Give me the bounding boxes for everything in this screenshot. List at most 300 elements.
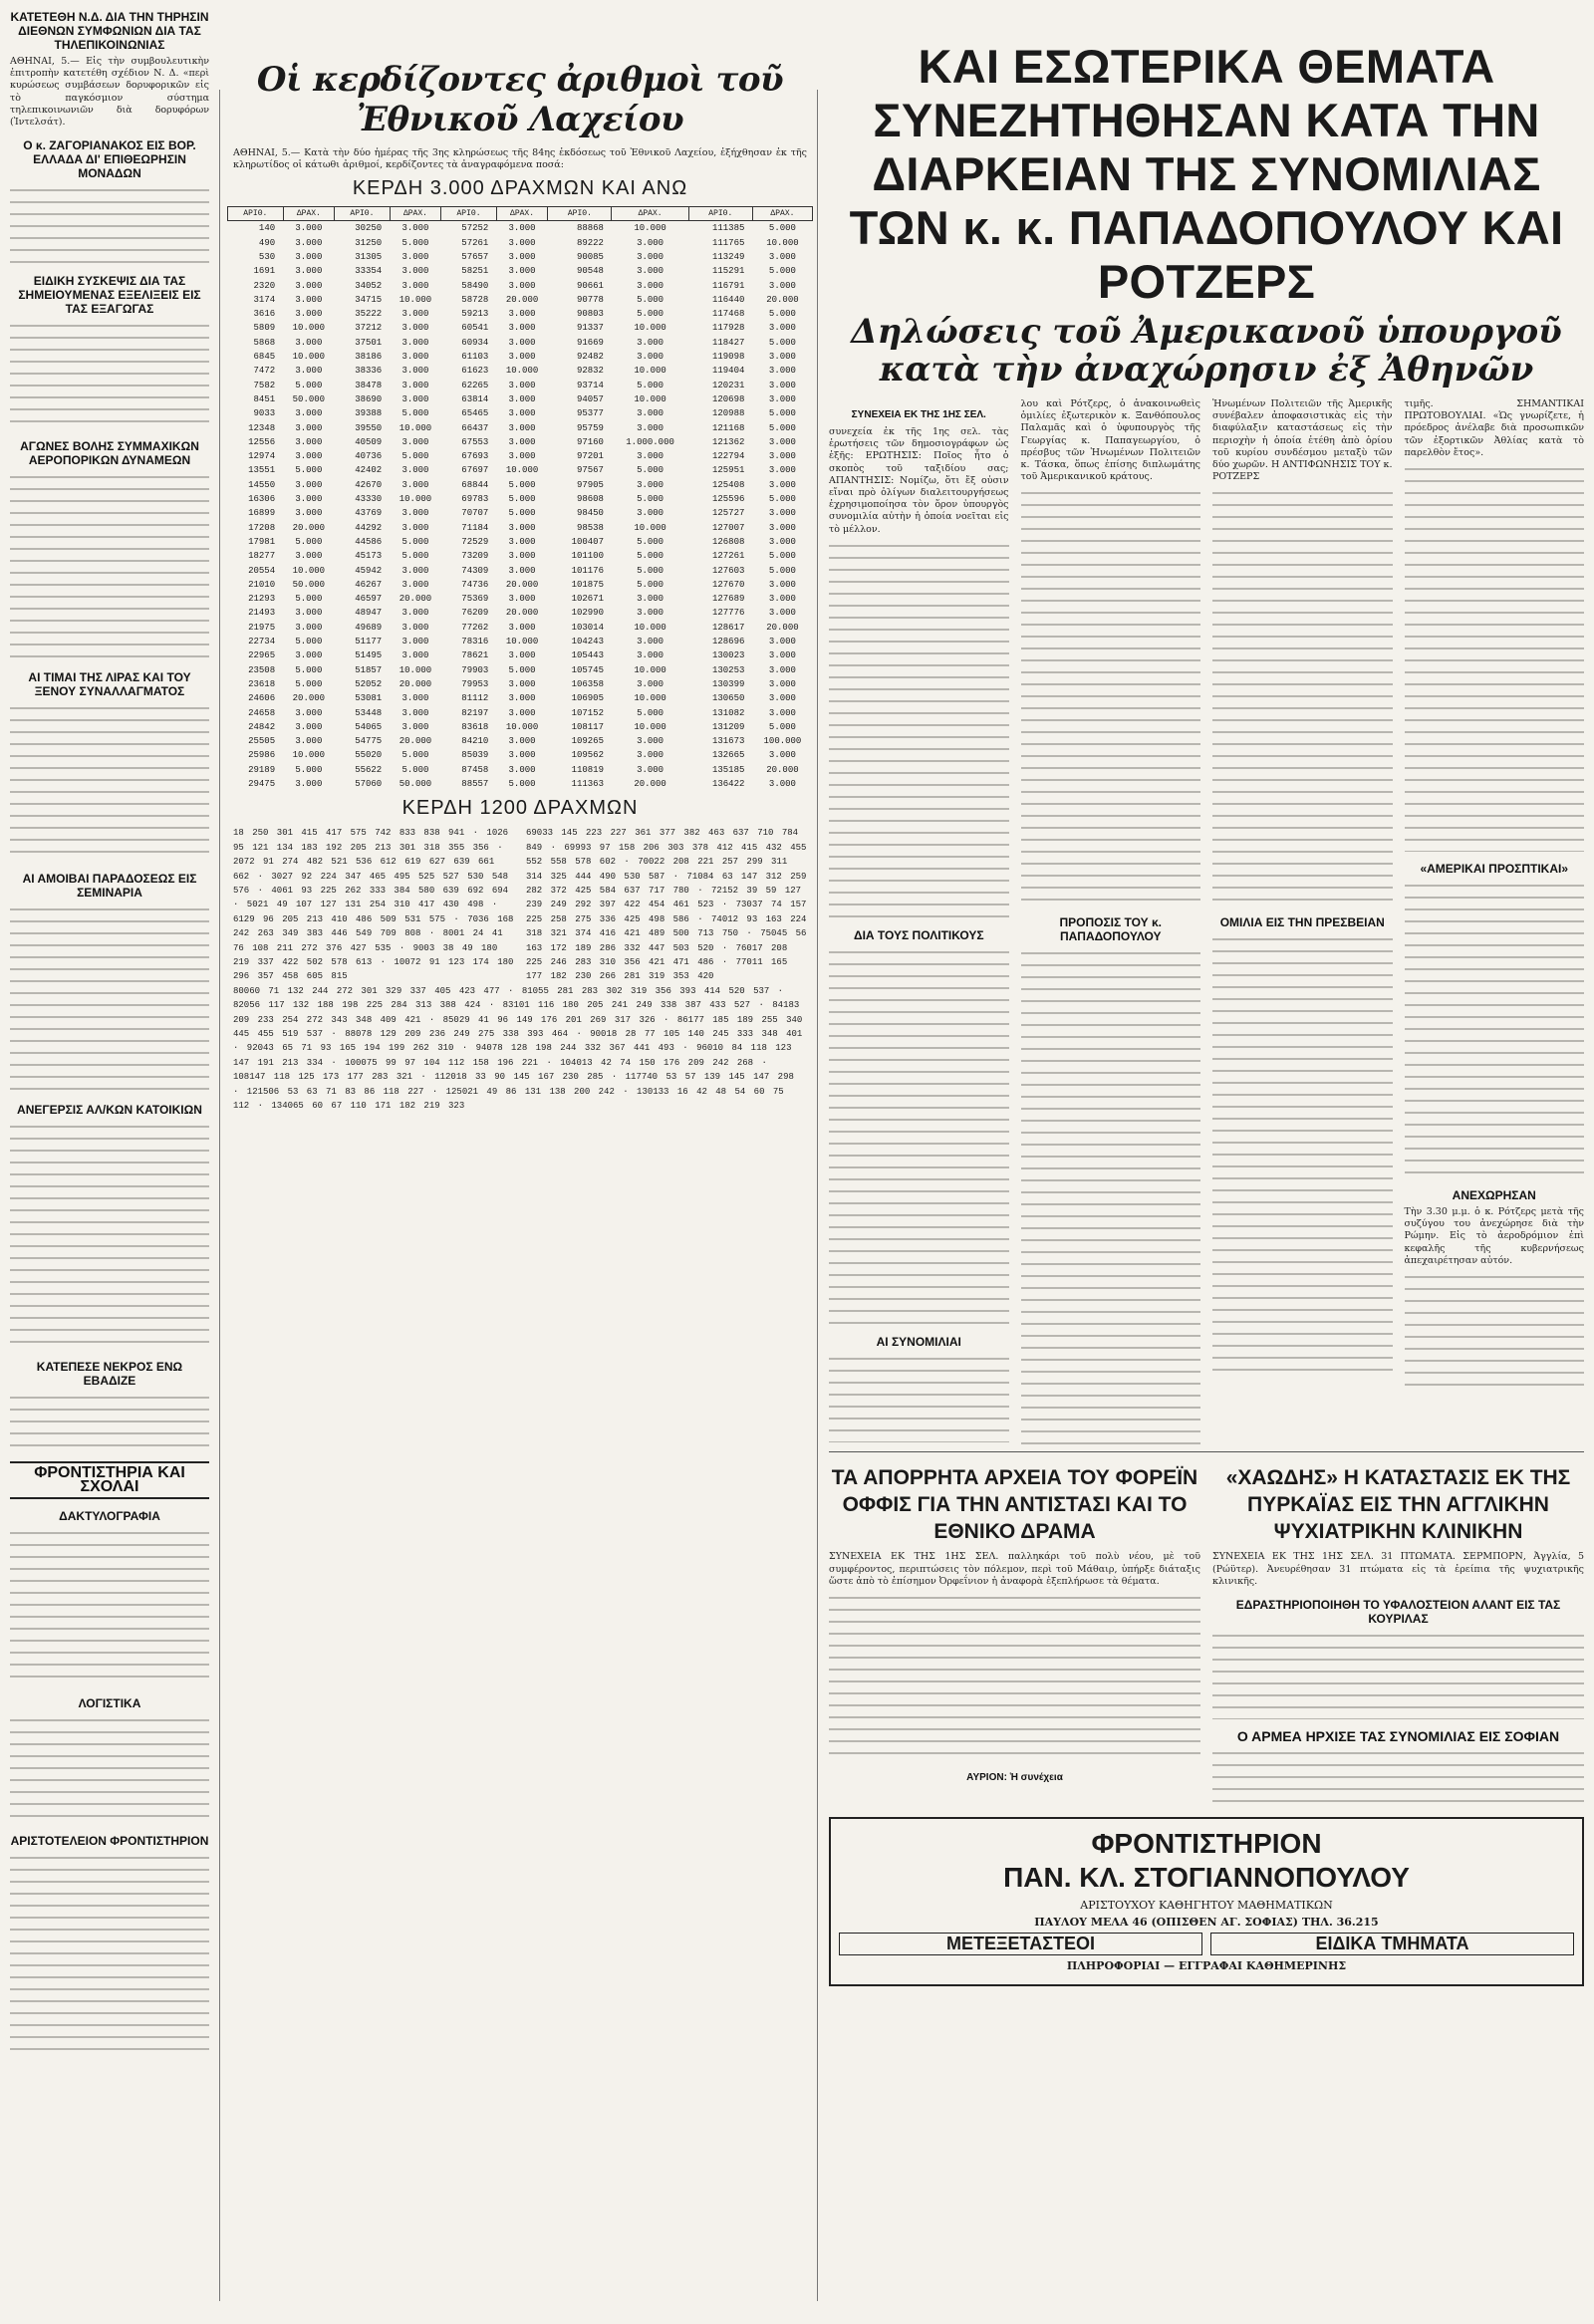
left-column bbox=[4, 0, 215, 2324]
ticket-number: 67693 bbox=[461, 451, 489, 462]
ticket-number: 20554 bbox=[248, 565, 276, 576]
prize-amount: 10.000 bbox=[634, 522, 666, 533]
prize-amount: 5.000 bbox=[295, 380, 323, 390]
ticket-number: 109562 bbox=[571, 750, 604, 761]
ticket-number: 65465 bbox=[461, 408, 489, 419]
ticket-number: 111385 bbox=[711, 223, 745, 234]
ticket-number: 95759 bbox=[576, 422, 604, 433]
text-block bbox=[10, 184, 209, 264]
ticket-number: 68844 bbox=[461, 479, 489, 490]
ticket-number: 17981 bbox=[248, 536, 276, 547]
ticket-number: 51177 bbox=[355, 637, 383, 647]
ticket-number: 58728 bbox=[461, 294, 489, 305]
ticket-number: 75369 bbox=[461, 594, 489, 605]
prize-amount: 3.000 bbox=[295, 622, 323, 633]
story-headline: ΑΙ ΑΜΟΙΒΑΙ ΠΑΡΑΔΟΣΕΩΣ ΕΙΣ ΣΕΜΙΝΑΡΙΑ bbox=[22, 872, 197, 901]
story-headline: Ο κ. ΖΑΓΟΡΙΑΝΑΚΟΣ ΕΙΣ ΒΟΡ. ΕΛΛΑΔΑ ΔΙ' ΕΠΙΘΕΩΡΗΣΙΝ ΜΟΝΑΔΩΝ bbox=[23, 138, 196, 181]
prize-amount: 5.000 bbox=[768, 309, 796, 320]
prize-amount: 3.000 bbox=[508, 266, 536, 277]
prize-amount: 3.000 bbox=[768, 608, 796, 619]
prize-amount: 3.000 bbox=[768, 465, 796, 476]
story-headline: ΑΙ ΤΙΜΑΙ ΤΗΣ ΛΙΡΑΣ ΚΑΙ ΤΟΥ ΞΕΝΟΥ ΣΥΝΑΛΛΑΓΜΑΤΟΣ bbox=[28, 670, 191, 699]
lottery-row bbox=[228, 592, 813, 606]
lottery-row bbox=[228, 293, 813, 307]
numbers-list-right: 69033 145 223 227 361 377 382 463 637 710 784 849 · 69993 97 158 206 303 378 412 415 432 455 552 558 578 602 · 70022 208 221 257 299 311 314 325 444 490 530 587 · 71084 63 147 312 259 282 372 425 584 637 717 780 · 72152 39 59 127 239 249 292 397 422 454 461 523 · 73037 74 157 225 258 275 336 425 498 586 · 74012 93 163 224 318 321 374 416 421 489 500 713 750 · 75045 56 163 172 189 286 332 447 503 520 · 76017 208 225 246 283 310 356 421 471 486 · 77011 165 177 182 230 266 281 319 353 420 bbox=[526, 828, 807, 982]
prize-amount: 3.000 bbox=[295, 707, 323, 718]
ticket-number: 60541 bbox=[461, 323, 489, 334]
prize-amount: 3.000 bbox=[401, 366, 429, 377]
ticket-number: 45942 bbox=[355, 565, 383, 576]
ticket-number: 34715 bbox=[355, 294, 383, 305]
lottery-row bbox=[228, 379, 813, 392]
ticket-number: 24842 bbox=[248, 721, 276, 732]
lottery-intro: ΑΘΗΝΑΙ, 5.— Κατὰ τὴν δύο ἡμέρας τῆς 3ης κληρώσεως τῆς 84ης ἐκδόσεως τοῦ Ἐθνικοῦ Λαχείου, ἐξήχθησαν ἐκ τῆς κληρωτίδος οἱ κάτωθι ἀριθμοί, κερδίζοντες τὰ ἀναγραφόμενα ποσά: bbox=[233, 147, 807, 171]
prize-amount: 3.000 bbox=[508, 693, 536, 704]
prize-amount: 10.000 bbox=[292, 565, 326, 576]
ticket-number: 127603 bbox=[711, 565, 745, 576]
ticket-number: 117468 bbox=[711, 309, 745, 320]
prize-amount: 5.000 bbox=[401, 237, 429, 248]
prize-amount: 5.000 bbox=[768, 494, 796, 505]
prize-amount: 20.000 bbox=[505, 579, 539, 590]
prize-amount: 3.000 bbox=[637, 508, 664, 519]
column-header: ΑΡΙΘ. bbox=[228, 207, 284, 221]
prize-amount: 3.000 bbox=[508, 622, 536, 633]
prize-amount: 5.000 bbox=[508, 664, 536, 675]
ticket-number: 82197 bbox=[461, 707, 489, 718]
story-headline: ΚΑΤΕΠΕΣΕ ΝΕΚΡΟΣ ΕΝΩ ΕΒΑΔΙΖΕ bbox=[36, 1360, 183, 1389]
prize-amount: 5.000 bbox=[295, 637, 323, 647]
ticket-number: 34052 bbox=[355, 280, 383, 291]
lottery-table-body bbox=[228, 221, 813, 791]
ticket-number: 120231 bbox=[711, 380, 745, 390]
section-headline: ΦΡΟΝΤΙΣΤΗΡΙΑ ΚΑΙ ΣΧΟΛΑΙ bbox=[10, 1461, 209, 1499]
text-block bbox=[10, 904, 209, 1093]
prize-amount: 3.000 bbox=[508, 451, 536, 462]
ticket-number: 126808 bbox=[711, 536, 745, 547]
ticket-number: 90085 bbox=[576, 252, 604, 262]
ticket-number: 106358 bbox=[571, 678, 604, 689]
ticket-number: 5809 bbox=[253, 323, 276, 334]
main-col-3 bbox=[1206, 398, 1399, 1445]
main-subheadline: Δηλώσεις τοῦ Ἀμερικανοῦ ὑπουργοῦ κατὰ τὴν ἀναχώρησιν ἐξ Ἀθηνῶν bbox=[851, 312, 1562, 389]
prize-amount: 3.000 bbox=[401, 479, 429, 490]
ticket-number: 29475 bbox=[248, 778, 276, 789]
prize-amount: 20.000 bbox=[766, 294, 799, 305]
main-headline: ΚΑΙ ΕΣΩΤΕΡΙΚΑ ΘΕΜΑΤΑ ΣΥΝΕΖΗΤΗΘΗΣΑΝ ΚΑΤΑ ΤΗΝ ΔΙΑΡΚΕΙΑΝ ΤΗΣ ΣΥΝΟΜΙΛΙΑΣ ΤΩΝ κ. κ. ΠΑΠΑΔΟΠΟΥΛΟΥ ΚΑΙ ΡΟΤΖΕΡΣ bbox=[849, 40, 1564, 308]
prize-amount: 3.000 bbox=[637, 637, 664, 647]
ticket-number: 57657 bbox=[461, 252, 489, 262]
prize-amount: 3.000 bbox=[768, 280, 796, 291]
lottery-row bbox=[228, 406, 813, 420]
ticket-number: 38690 bbox=[355, 393, 383, 404]
ticket-number: 78621 bbox=[461, 650, 489, 661]
column-header: ΑΡΙΘ. bbox=[335, 207, 391, 221]
prize-amount: 3.000 bbox=[401, 309, 429, 320]
lottery-row bbox=[228, 264, 813, 278]
prize-amount: 5.000 bbox=[295, 678, 323, 689]
prize-amount: 3.000 bbox=[295, 650, 323, 661]
ticket-number: 100407 bbox=[571, 536, 604, 547]
ticket-number: 61623 bbox=[461, 366, 489, 377]
ticket-number: 33354 bbox=[355, 266, 383, 277]
lottery-row bbox=[228, 621, 813, 635]
prize-amount: 3.000 bbox=[401, 608, 429, 619]
ticket-number: 121362 bbox=[711, 436, 745, 447]
sofia-headline: Ο ΑΡΜΕΑ ΗΡΧΙΣΕ ΤΑΣ ΣΥΝΟΜΙΛΙΑΣ ΕΙΣ ΣΟΦΙΑΝ bbox=[1236, 1728, 1560, 1745]
ticket-number: 48947 bbox=[355, 608, 383, 619]
prize-amount: 5.000 bbox=[637, 380, 664, 390]
ticket-number: 89222 bbox=[576, 237, 604, 248]
ticket-number: 61103 bbox=[461, 352, 489, 363]
prize-amount: 3.000 bbox=[508, 707, 536, 718]
ticket-number: 12348 bbox=[248, 422, 276, 433]
archives-headline: ΤΑ ΑΠΟΡΡΗΤΑ ΑΡΧΕΙΑ ΤΟΥ ΦΟΡΕΪΝ ΟΦΦΙΣ ΓΙΑ ΤΗΝ ΑΝΤΙΣΤΑΣΙ ΚΑΙ ΤΟ ΕΘΝΙΚΟ ΔΡΑΜΑ bbox=[831, 1466, 1198, 1544]
ticket-number: 22965 bbox=[248, 650, 276, 661]
prize-amount: 3.000 bbox=[768, 393, 796, 404]
ticket-number: 92832 bbox=[576, 366, 604, 377]
ticket-number: 57261 bbox=[461, 237, 489, 248]
column-header: ΑΡΙΘ. bbox=[548, 207, 612, 221]
column-header: ΔΡΑΧ. bbox=[496, 207, 547, 221]
ticket-number: 57252 bbox=[461, 223, 489, 234]
text-block bbox=[1405, 463, 1585, 852]
prize-amount: 3.000 bbox=[401, 622, 429, 633]
prize-amount: 3.000 bbox=[295, 479, 323, 490]
ticket-number: 107152 bbox=[571, 707, 604, 718]
prize-amount: 5.000 bbox=[768, 721, 796, 732]
prize-amount: 3.000 bbox=[768, 522, 796, 533]
bottom-stories bbox=[823, 1458, 1590, 1807]
lottery-row bbox=[228, 449, 813, 463]
prize-amount: 3.000 bbox=[508, 750, 536, 761]
prize-amount: 3.000 bbox=[401, 337, 429, 348]
ticket-number: 130023 bbox=[711, 650, 745, 661]
psych-headline: «ΧΑΩΔΗΣ» Η ΚΑΤΑΣΤΑΣΙΣ ΕΚ ΤΗΣ ΠΥΡΚΑΪΑΣ ΕΙΣ ΤΗΝ ΑΓΓΛΙΚΗΝ ΨΥΧΙΑΤΡΙΚΗΝ ΚΛΙΝΙΚΗΝ bbox=[1225, 1466, 1571, 1544]
prize-amount: 5.000 bbox=[508, 479, 536, 490]
prize-amount: 3.000 bbox=[401, 252, 429, 262]
prize-amount: 3.000 bbox=[401, 380, 429, 390]
ticket-number: 136422 bbox=[711, 778, 745, 789]
lottery-row bbox=[228, 777, 813, 791]
prize-amount: 3.000 bbox=[401, 266, 429, 277]
psychiatric-story bbox=[1206, 1458, 1590, 1807]
prize-amount: 3.000 bbox=[295, 266, 323, 277]
ticket-number: 21975 bbox=[248, 622, 276, 633]
prize-amount: 3.000 bbox=[295, 408, 323, 419]
numbers-block bbox=[227, 826, 813, 983]
continuation-label: ΣΥΝΕΧΕΙΑ ΕΚ ΤΗΣ 1ΗΣ ΣΕΛ. bbox=[851, 409, 986, 420]
ticket-number: 94057 bbox=[576, 393, 604, 404]
prize-heading-1200: ΚΕΡΔΗ 1200 ΔΡΑΧΜΩΝ bbox=[401, 797, 639, 820]
ticket-number: 81112 bbox=[461, 693, 489, 704]
prize-amount: 3.000 bbox=[295, 422, 323, 433]
ticket-number: 58251 bbox=[461, 266, 489, 277]
prize-amount: 3.000 bbox=[508, 408, 536, 419]
ticket-number: 66437 bbox=[461, 422, 489, 433]
prize-amount: 5.000 bbox=[637, 494, 664, 505]
continuation-note: ΑΥΡΙΟΝ: Ἡ συνέχεια bbox=[966, 1772, 1063, 1784]
prize-amount: 5.000 bbox=[768, 551, 796, 562]
text-block bbox=[10, 471, 209, 660]
ticket-number: 46597 bbox=[355, 594, 383, 605]
prize-amount: 3.000 bbox=[508, 393, 536, 404]
ticket-number: 119098 bbox=[711, 352, 745, 363]
lottery-row bbox=[228, 564, 813, 578]
prize-amount: 5.000 bbox=[401, 408, 429, 419]
lottery-row bbox=[228, 635, 813, 648]
prize-amount: 10.000 bbox=[398, 494, 432, 505]
prize-amount: 3.000 bbox=[508, 594, 536, 605]
prize-amount: 10.000 bbox=[634, 323, 666, 334]
prize-amount: 5.000 bbox=[637, 707, 664, 718]
prize-amount: 10.000 bbox=[634, 664, 666, 675]
prize-amount: 10.000 bbox=[505, 637, 539, 647]
ticket-number: 117928 bbox=[711, 323, 745, 334]
prize-amount: 3.000 bbox=[295, 280, 323, 291]
text-block bbox=[1212, 1630, 1584, 1719]
divider bbox=[829, 1451, 1584, 1452]
prize-amount: 5.000 bbox=[637, 465, 664, 476]
lottery-row bbox=[228, 350, 813, 364]
prize-amount: 5.000 bbox=[768, 223, 796, 234]
lottery-row bbox=[228, 492, 813, 506]
story-headline: ΕΙΔΙΚΗ ΣΥΣΚΕΨΙΣ ΔΙΑ ΤΑΣ ΣΗΜΕΙΟΥΜΕΝΑΣ ΕΞΕΛΙΞΕΙΣ ΕΙΣ ΤΑΣ ΕΞΑΓΩΓΑΣ bbox=[18, 274, 201, 317]
prize-amount: 3.000 bbox=[637, 678, 664, 689]
ad-subtitle: ΑΡΙΣΤΟΥΧΟΥ ΚΑΘΗΓΗΤΟΥ ΜΑΘΗΜΑΤΙΚΩΝ bbox=[1080, 1899, 1333, 1913]
prize-amount: 3.000 bbox=[637, 337, 664, 348]
story-headline: ΚΑΤΕΤΕΘΗ Ν.Δ. ΔΙΑ ΤΗΝ ΤΗΡΗΣΙΝ ΔΙΕΘΝΩΝ ΣΥΜΦΩΝΙΩΝ ΔΙΑ ΤΑΣ ΤΗΛΕΠΙΚΟΙΝΩΝΙΑΣ bbox=[10, 10, 209, 52]
lottery-row bbox=[228, 321, 813, 335]
prize-amount: 20.000 bbox=[505, 608, 539, 619]
prize-amount: 3.000 bbox=[637, 764, 664, 775]
lottery-row bbox=[228, 463, 813, 477]
text-block bbox=[829, 946, 1009, 1325]
lottery-row bbox=[228, 606, 813, 620]
ticket-number: 29189 bbox=[248, 764, 276, 775]
prize-amount: 5.000 bbox=[401, 536, 429, 547]
ad-footer: ΠΛΗΡΟΦΟΡΙΑΙ — ΕΓΓΡΑΦΑΙ ΚΑΘΗΜΕΡΙΝΗΣ bbox=[1066, 1959, 1347, 1973]
text-block bbox=[10, 1852, 209, 2051]
ticket-number: 103014 bbox=[571, 622, 604, 633]
prize-amount: 100.000 bbox=[763, 736, 802, 747]
story-subhead: ΑΝΕΧΩΡΗΣΑΝ bbox=[1452, 1188, 1536, 1203]
ticket-number: 78316 bbox=[461, 637, 489, 647]
ticket-number: 7472 bbox=[253, 366, 276, 377]
ticket-number: 90778 bbox=[576, 294, 604, 305]
ticket-number: 128617 bbox=[711, 622, 745, 633]
lottery-row bbox=[228, 421, 813, 435]
ticket-number: 76209 bbox=[461, 608, 489, 619]
ticket-number: 109265 bbox=[571, 736, 604, 747]
ticket-number: 40509 bbox=[355, 436, 383, 447]
prize-amount: 3.000 bbox=[768, 650, 796, 661]
prize-amount: 5.000 bbox=[295, 764, 323, 775]
ticket-number: 83618 bbox=[461, 721, 489, 732]
ticket-number: 131082 bbox=[711, 707, 745, 718]
story-subhead: ΔΙΑ ΤΟΥΣ ΠΟΛΙΤΙΚΟΥΣ bbox=[853, 927, 984, 942]
ticket-number: 92482 bbox=[576, 352, 604, 363]
ticket-number: 21010 bbox=[248, 579, 276, 590]
prize-amount: 3.000 bbox=[508, 380, 536, 390]
prize-amount: 50.000 bbox=[292, 579, 326, 590]
prize-amount: 3.000 bbox=[401, 707, 429, 718]
ticket-number: 46267 bbox=[355, 579, 383, 590]
ticket-number: 12556 bbox=[248, 436, 276, 447]
story-headline: ΑΝΕΓΕΡΣΙΣ ΑΛ/ΚΩΝ ΚΑΤΟΙΚΙΩΝ bbox=[17, 1103, 202, 1118]
column-rule bbox=[817, 90, 818, 2301]
story-headline: ΔΑΚΤΥΛΟΓΡΑΦΙΑ bbox=[59, 1509, 160, 1524]
prize-amount: 5.000 bbox=[508, 778, 536, 789]
prize-amount: 3.000 bbox=[401, 650, 429, 661]
prize-amount: 3.000 bbox=[401, 522, 429, 533]
ticket-number: 120988 bbox=[711, 408, 745, 419]
ticket-number: 79953 bbox=[461, 678, 489, 689]
ticket-number: 101875 bbox=[571, 579, 604, 590]
ticket-number: 530 bbox=[258, 252, 276, 262]
story-text: τιμῆς. ΣΗΜΑΝΤΙΚΑΙ ΠΡΩΤΟΒΟΥΛΙΑΙ. «Ὡς γνωρίζετε, ἡ πρόεδρος ἀνέλαβε διὰ προσωπικῶν τῶν ἐξορτικῶν Ἀθλίας κατὰ τὸ παρελθὸν ἔτος». bbox=[1404, 398, 1584, 458]
story-headline: ΑΓΩΝΕΣ ΒΟΛΗΣ ΣΥΜΜΑΧΙΚΩΝ ΑΕΡΟΠΟΡΙΚΩΝ ΔΥΝΑΜΕΩΝ bbox=[20, 439, 199, 468]
ticket-number: 24658 bbox=[248, 707, 276, 718]
prize-amount: 3.000 bbox=[508, 323, 536, 334]
lottery-row bbox=[228, 663, 813, 677]
ad-box: ΜΕΤΕΞΕΤΑΣΤΕΟΙ bbox=[839, 1933, 1202, 1955]
prize-amount: 3.000 bbox=[768, 436, 796, 447]
prize-amount: 3.000 bbox=[637, 750, 664, 761]
lottery-row bbox=[228, 279, 813, 293]
ticket-number: 127007 bbox=[711, 522, 745, 533]
ad-title: ΦΡΟΝΤΙΣΤΗΡΙΟΝ bbox=[1091, 1828, 1322, 1860]
ticket-number: 118427 bbox=[711, 337, 745, 348]
lottery-row bbox=[228, 763, 813, 777]
ticket-number: 79903 bbox=[461, 664, 489, 675]
story-text: λου καὶ Ρότζερς, ὁ ἀνακοινωθεὶς ὁμιλίες ἐξωτερικὸν κ. Ξανθόπουλος Παλαμᾶς καὶ ὁ ὑφυπουργὸς τῆς Γεωργίας κ. Παπαγεωργίου, ὁ πρέσβυς τῶν Ἡνωμένων Πολιτειῶν κ. Τάσκα, ὅπως ἐπίσης διπλωμάτης τοῦ Ἀμερικανικοῦ κράτους. bbox=[1020, 398, 1200, 483]
lottery-section bbox=[227, 0, 813, 2324]
prize-amount: 3.000 bbox=[637, 736, 664, 747]
ticket-number: 7582 bbox=[253, 380, 276, 390]
ticket-number: 31305 bbox=[355, 252, 383, 262]
story-headline: ΛΟΓΙΣΤΙΚΑ bbox=[78, 1696, 141, 1711]
prize-amount: 5.000 bbox=[637, 536, 664, 547]
text-block bbox=[1405, 880, 1585, 1178]
column-header: ΑΡΙΘ. bbox=[441, 207, 497, 221]
ad-address: ΠΑΥΛΟΥ ΜΕΛΑ 46 (ΟΠΙΣΘΕΝ ΑΓ. ΣΟΦΙΑΣ) ΤΗΛ. 36.215 bbox=[1034, 1916, 1379, 1930]
ticket-number: 55020 bbox=[355, 750, 383, 761]
prize-amount: 3.000 bbox=[401, 223, 429, 234]
prize-amount: 3.000 bbox=[508, 237, 536, 248]
ticket-number: 102671 bbox=[571, 594, 604, 605]
prize-amount: 3.000 bbox=[295, 237, 323, 248]
main-col-4 bbox=[1399, 398, 1591, 1445]
ticket-number: 53448 bbox=[355, 707, 383, 718]
ticket-number: 106905 bbox=[571, 693, 604, 704]
ticket-number: 14550 bbox=[248, 479, 276, 490]
text-block bbox=[1021, 947, 1201, 1445]
story-text: ΣΥΝΕΧΕΙΑ ΕΚ ΤΗΣ 1ΗΣ ΣΕΛ. παλληκάρι τοῦ πολὺ νέου, μὲ τοῦ συμφέροντος, περιπτώσεις τὸν πόλεμον, περὶ τοῦ Μάθαιρ, ὑπήρξε διάταξις ὥστε ἀπὸ τὸ ἐπίσημον Ὀρφεΐνιον ἡ ἀναφορὰ ἐξεπλήρωσε τὰ θέματα. bbox=[829, 1551, 1200, 1587]
ticket-number: 43330 bbox=[355, 494, 383, 505]
prize-amount: 3.000 bbox=[401, 323, 429, 334]
ticket-number: 38186 bbox=[355, 352, 383, 363]
story-text: ΣΥΝΕΧΕΙΑ ΕΚ ΤΗΣ 1ΗΣ ΣΕΛ. 31 ΠΤΩΜΑΤΑ. ΣΕΡΜΠΟΡΝ, Ἀγγλία, 5 (Ρώϋτερ). Ἀνευρέθησαν 31 πτώματα εἰς τὰ ἐρείπια τῆς ψυχιατρικῆς κλινικῆς. bbox=[1212, 1551, 1584, 1587]
ticket-number: 73209 bbox=[461, 551, 489, 562]
ticket-number: 23618 bbox=[248, 678, 276, 689]
prize-amount: 3.000 bbox=[508, 422, 536, 433]
prize-amount: 3.000 bbox=[295, 309, 323, 320]
prize-amount: 5.000 bbox=[401, 451, 429, 462]
prize-heading-3000: ΚΕΡΔΗ 3.000 ΔΡΑΧΜΩΝ ΚΑΙ ΑΝΩ bbox=[352, 177, 688, 200]
prize-amount: 3.000 bbox=[768, 579, 796, 590]
ticket-number: 16899 bbox=[248, 508, 276, 519]
ticket-number: 5868 bbox=[253, 337, 276, 348]
prize-amount: 5.000 bbox=[768, 408, 796, 419]
prize-amount: 20.000 bbox=[292, 693, 326, 704]
ticket-number: 67553 bbox=[461, 436, 489, 447]
column-header: ΔΡΑΧ. bbox=[612, 207, 688, 221]
ticket-number: 101176 bbox=[571, 565, 604, 576]
lottery-row bbox=[228, 221, 813, 236]
ticket-number: 39388 bbox=[355, 408, 383, 419]
lottery-row bbox=[228, 648, 813, 662]
story-text: συνεχεία ἐκ τῆς 1ης σελ. τὰς ἐρωτήσεις τῶν δημοσιογράφων ὡς ἑξῆς: ΕΡΩΤΗΣΙΣ: Ποῖος ἦτο ὁ σκοπὸς τοῦ ταξιδίου σας; ΑΠΑΝΤΗΣΙΣ: Νομίζω, ὅτι ἔξ οὐσιν εἴναι πρὸ ὀλίγων διαλειτουργήσεως ἐχρησιμοποίησα τὸν ὅρον ὑπουργὸς συνομιλία αὐτὴν ἡ ὁποία νοεῖται εἰς τὸ μέλλον. bbox=[829, 426, 1009, 535]
text-block bbox=[1212, 1747, 1584, 1807]
prize-amount: 3.000 bbox=[401, 352, 429, 363]
ticket-number: 39550 bbox=[355, 422, 383, 433]
ticket-number: 22734 bbox=[248, 637, 276, 647]
ticket-number: 91337 bbox=[576, 323, 604, 334]
prize-amount: 3.000 bbox=[508, 536, 536, 547]
prize-amount: 3.000 bbox=[637, 352, 664, 363]
ticket-number: 110819 bbox=[571, 764, 604, 775]
numbers-list-extra: 80060 71 132 244 272 301 329 337 405 423 477 · 81055 281 283 302 319 356 393 414 520 537 · 82056 117 132 188 198 225 284 313 388 424 · 83101 116 180 205 241 249 338 387 433 527 · 84183 209 233 254 272 343 348 409 421 · 85029 41 96 149 176 201 269 317 326 · 86177 185 189 255 340 445 455 519 537 · 88078 129 209 236 249 275 338 393 464 · 90018 28 77 105 140 245 333 348 401 · 92043 65 71 93 165 194 199 262 310 · 94078 128 198 244 332 367 441 493 · 96010 84 118 123 147 191 213 334 · 100075 99 97 104 112 158 196 221 · 104013 42 74 150 176 209 242 268 · 108147 118 125 173 177 283 321 · 112018 33 90 145 167 230 285 · 117740 53 57 139 145 147 298 · 121506 53 63 71 83 86 118 227 · 125021 49 86 131 138 200 242 · 130133 16 42 48 54 60 75 112 · 134065 60 67 110 171 182 219 323 bbox=[233, 985, 803, 1111]
lottery-row bbox=[228, 336, 813, 350]
ticket-number: 108117 bbox=[571, 721, 604, 732]
ticket-number: 125596 bbox=[711, 494, 745, 505]
text-block bbox=[1405, 1271, 1585, 1391]
ticket-number: 67697 bbox=[461, 465, 489, 476]
prize-amount: 20.000 bbox=[766, 764, 799, 775]
ticket-number: 58490 bbox=[461, 280, 489, 291]
prize-amount: 10.000 bbox=[505, 465, 539, 476]
prize-amount: 3.000 bbox=[508, 522, 536, 533]
lottery-table bbox=[227, 206, 813, 791]
ticket-number: 69783 bbox=[461, 494, 489, 505]
prize-amount: 3.000 bbox=[295, 494, 323, 505]
lottery-row bbox=[228, 478, 813, 492]
lottery-row bbox=[228, 535, 813, 549]
prize-amount: 50.000 bbox=[398, 778, 432, 789]
prize-amount: 3.000 bbox=[295, 778, 323, 789]
ticket-number: 24606 bbox=[248, 693, 276, 704]
text-block bbox=[10, 702, 209, 862]
prize-amount: 10.000 bbox=[766, 237, 799, 248]
prize-amount: 3.000 bbox=[401, 465, 429, 476]
prize-amount: 3.000 bbox=[508, 764, 536, 775]
prize-amount: 3.000 bbox=[508, 736, 536, 747]
ticket-number: 127776 bbox=[711, 608, 745, 619]
ticket-number: 98608 bbox=[576, 494, 604, 505]
ticket-number: 90803 bbox=[576, 309, 604, 320]
prize-amount: 5.000 bbox=[401, 764, 429, 775]
ticket-number: 63814 bbox=[461, 393, 489, 404]
prize-amount: 10.000 bbox=[634, 693, 666, 704]
prize-amount: 20.000 bbox=[398, 594, 432, 605]
prize-amount: 3.000 bbox=[401, 637, 429, 647]
prize-amount: 20.000 bbox=[292, 522, 326, 533]
ticket-number: 113249 bbox=[711, 252, 745, 262]
prize-amount: 20.000 bbox=[398, 678, 432, 689]
prize-amount: 3.000 bbox=[768, 479, 796, 490]
ticket-number: 3174 bbox=[253, 294, 276, 305]
